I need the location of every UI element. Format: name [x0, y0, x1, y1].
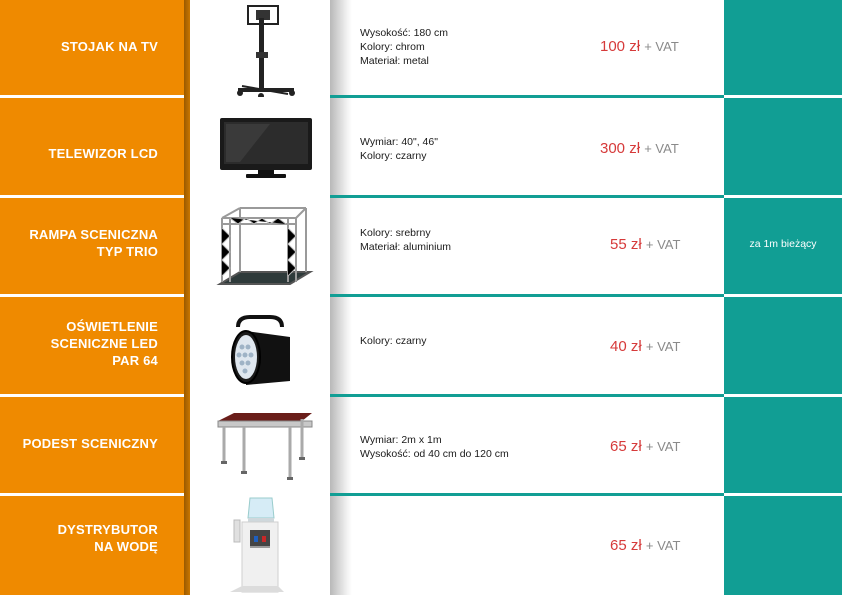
product-name	[0, 435, 158, 452]
product-name-line: SCENICZNE LED	[50, 336, 158, 351]
price-amount: 65 zł	[610, 537, 642, 554]
product-name-line: PODEST SCENICZNY	[22, 436, 158, 451]
vat-label: + VAT	[645, 237, 681, 252]
list-item	[0, 297, 842, 394]
price	[610, 438, 680, 455]
unit-note: za 1m bieżący	[749, 238, 817, 250]
price-amount: 300 zł	[600, 140, 641, 157]
product-name-line: TELEWIZOR LCD	[48, 146, 158, 161]
list-item	[0, 98, 842, 195]
spec-line: Materiał: aluminium	[360, 241, 452, 253]
product-name-line: OŚWIETLENIE	[66, 319, 158, 334]
spec-line: Wysokość: od 40 cm do 120 cm	[360, 448, 509, 460]
list-item	[0, 198, 842, 295]
price	[600, 38, 679, 55]
product-name	[0, 226, 158, 260]
product-name-line: NA WODĘ	[94, 539, 158, 554]
product-name-line: DYSTRYBUTOR	[57, 522, 158, 537]
price	[610, 236, 680, 253]
list-item	[0, 397, 842, 494]
spec-line: Kolory: srebrny	[360, 227, 431, 239]
price	[600, 140, 679, 157]
price-amount: 40 zł	[610, 338, 642, 355]
spec-line: Kolory: chrom	[360, 41, 425, 53]
price	[610, 537, 680, 554]
product-name	[0, 38, 158, 55]
product-name-line: TYP TRIO	[96, 244, 158, 259]
vat-label: + VAT	[645, 538, 681, 553]
spec-line: Kolory: czarny	[360, 335, 427, 347]
spec-line: Wymiar: 2m x 1m	[360, 434, 442, 446]
stage-platform-icon	[190, 397, 330, 494]
truss-icon	[190, 198, 330, 295]
list-item	[0, 496, 842, 593]
vat-label: + VAT	[645, 439, 681, 454]
spec-line: Wymiar: 40", 46"	[360, 136, 438, 148]
product-name-line: STOJAK NA TV	[60, 39, 158, 54]
vat-label: + VAT	[645, 339, 681, 354]
product-name-line: PAR 64	[112, 353, 158, 368]
product-specs	[360, 135, 590, 163]
product-specs	[360, 226, 590, 254]
product-name-line: RAMPA SCENICZNA	[29, 227, 158, 242]
product-specs	[360, 334, 590, 348]
par-light-icon	[190, 297, 330, 394]
price-amount: 55 zł	[610, 236, 642, 253]
spec-line: Kolory: czarny	[360, 150, 427, 162]
price-amount: 65 zł	[610, 438, 642, 455]
vat-label: + VAT	[644, 39, 679, 54]
price-amount: 100 zł	[600, 38, 641, 55]
vat-label: + VAT	[644, 141, 679, 156]
tv-stand-icon	[190, 0, 330, 97]
water-dispenser-icon	[190, 496, 330, 595]
product-specs	[360, 26, 590, 68]
spec-line: Materiał: metal	[360, 55, 429, 67]
product-name	[0, 145, 158, 162]
list-item	[0, 0, 842, 97]
lcd-tv-icon	[190, 98, 330, 195]
product-specs	[360, 433, 590, 461]
price	[610, 338, 680, 355]
product-name	[0, 521, 158, 555]
spec-line: Wysokość: 180 cm	[360, 27, 449, 39]
product-name	[0, 318, 158, 369]
